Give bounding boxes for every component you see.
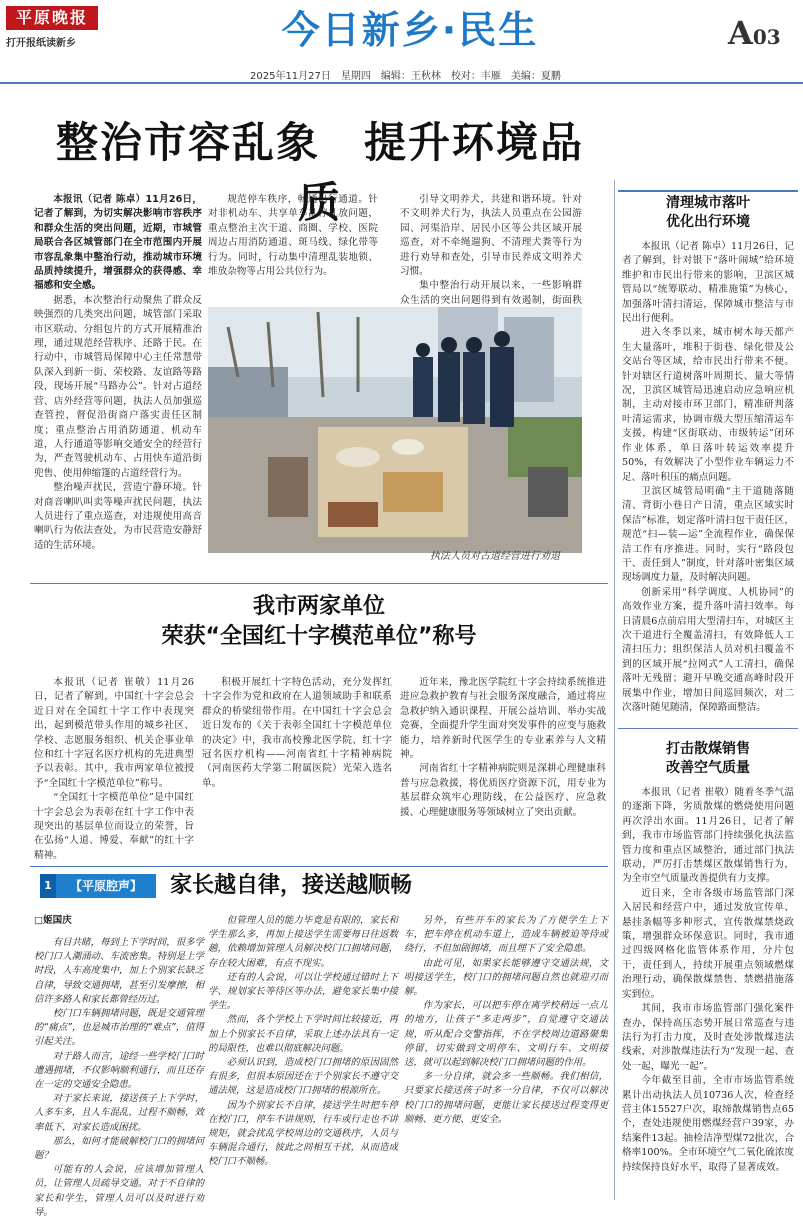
main-para-6: 集中整治行动开展以来，一些影响群众生活的突出问题得到有效遏制，街面秩 bbox=[400, 280, 582, 306]
red-cross-rule bbox=[30, 583, 608, 584]
column-rule bbox=[30, 866, 608, 867]
sidebar-bottom-rule bbox=[618, 728, 798, 729]
column-para-3: 对于路人而言，途经一些学校门口时遭遇拥堵，不仅影响顺利通行，而且还存在一定的交通安全隐患。 bbox=[34, 1050, 204, 1091]
main-para-1 bbox=[34, 193, 202, 294]
column-para-13: 由此可见，如果家长能够遵守交通法规，文明接送学生，校门口的拥堵问题自然也就迎刃而解。 bbox=[404, 957, 608, 998]
sidebar-bottom-title-1: 打击散煤销售 bbox=[666, 741, 750, 757]
column-para-10: 必须认识到，造成校门口拥堵的原因固然有很多，但很本原因还在于个别家长不遵守交通法规，这是造成校门口拥堵的根源所在。 bbox=[208, 1057, 398, 1097]
logo-slogan: 打开报纸读新乡 bbox=[6, 38, 76, 49]
sidebar-bottom-headline bbox=[618, 740, 798, 778]
column-para-5: 那么，如何才能破解校门口的拥堵问题？ bbox=[34, 1135, 204, 1162]
photo-caption: 执法人员对占道经营进行劝退 bbox=[430, 551, 560, 562]
column-headline: 家长越自律，接送越顺畅 bbox=[170, 873, 413, 898]
red-cross-para-5: 河南省红十字精神病院则是深耕心理健康科普与应急救援，将优质医疗资源下沉，用专业为基层群众筑牢心理防线，在公益医疗、应急救援、心理健康服务等领域树立了突出贡献。 bbox=[400, 763, 606, 818]
column-para-15: 多一分自律，就会多一些顺畅。我们相信，只要家长接送孩子时多一分自律，不仅可以解决校门口的拥堵问题，更能让家长接送过程变得更顺畅、更方便、更安全。 bbox=[404, 1071, 608, 1125]
column-para-8: 还有的人会说，可以让学校通过错时上下学、规划家长等待区等办法，避免家长集中接学生。 bbox=[208, 971, 398, 1012]
column-para-4: 对于家长来说，接送孩子上下学时，人多车多，且人车混乱，过程不顺畅，效率低下，对家长造成困扰。 bbox=[34, 1093, 204, 1133]
column-para-6: 可能有的人会说，应该增加管理人员，让管理人员疏导交通。对于不自律的家长和学生，管理人员可以及时进行劝导。 bbox=[34, 1164, 204, 1218]
sidebar-top-title-1: 清理城市落叶 bbox=[666, 195, 750, 211]
column-col-1 bbox=[34, 936, 204, 1218]
sidebar-top-text bbox=[622, 240, 794, 713]
red-cross-para-1: 本报讯（记者 崔敬）11月26日，记者了解到，中国红十字会总会近日对在全国红十字工作中表现突出，起到模范带头作用的城乡社区、学校、志愿服务组织、机关企事业单位和红十字冠名医疗机构的先进典型予以表彰。其中，我市两家单位被授予“全国红十字模范单位”称号。 bbox=[34, 677, 194, 789]
column-byline: □姬国庆 bbox=[34, 915, 72, 926]
sidebar-top-para-4: 创新采用“科学调度、人机协同”的高效作业方案，提升落叶清扫效率。每日清晨6点前启用大型清扫车，对城区主次干道进行全覆盖清扫，有效降低人工清扫压力；组织保洁人员对机扫覆盖不到的区域开展“拉网式”人工清扫，确保落叶无残留；避开早晚交通高峰时段开展集中作业，增加日间巡回频次，对二次落叶随见随清，保障路面整洁。 bbox=[622, 586, 794, 713]
main-article-col-3 bbox=[400, 193, 582, 305]
main-para-4: 规范停车秩序，畅通出行通道。针对非机动车、共享单车乱停乱放问题，重点整治主次干道、商圈、学校、医院周边占用消防通道、斑马线、绿化带等行为。同时，行动集中清理乱装地锁、堆放杂物等占用公共位行为。 bbox=[208, 194, 378, 278]
sidebar-top-para-2: 进入冬季以来，城市树木每天都产生大量落叶，堆积于街巷、绿化带及公交站台等区域，给市民出行带来不便。针对辖区行道树落叶周期长、量大等情况，卫滨区城管局迅速启动应急响应机制，主动对接市环卫部门，精准研判落叶清运需求，协调市级大型压缩清运车支援，构建“区街联动、市级转运”闭环作业体系，单日落叶转运效率提升50%，有效解决了小型作业车辆运力不足、落叶积压的痛点问题。 bbox=[622, 327, 794, 483]
column-para-12: 另外，有些开车的家长为了方便学生上下车，把车停在机动车道上，造成车辆被迫等待或绕行，不但加剧拥堵，而且埋下了安全隐患。 bbox=[404, 915, 608, 955]
section-masthead: 今日新乡·民生 bbox=[281, 8, 539, 52]
sidebar-top-para-3: 卫滨区城管局明确“主干道随落随清、背街小巷日产日清，重点区域实时保洁”标准，划定落叶清扫包干责任区，规范“扫—装—运”全流程作业，确保保洁工作有序推进。同时，实行“路段包干、责任到人”制度，针对落叶密集区域现场调度力量，及时解决问题。 bbox=[622, 485, 794, 584]
header-rule bbox=[0, 82, 803, 84]
column-tag-icon: 1 bbox=[40, 874, 56, 898]
main-para-2: 据悉，本次整治行动聚焦了群众反映强烈的几类突出问题，城管部门采取市区联动、分组包片的方式开展精准治理，通过规范经营秩序、还路于民。在行动中，市城管局保障中心主任常慧带队深入到新一街、荣校路、友谊路等路段，现场开展“马路办公”。针对占道经营、店外经营等问题，执法人员加强巡查管控，督促沿街商户落实责任区制度；重点整治占用消防通道、机动车道，人行通道等影响交通安全的经营行为，严查驾驶机动车、占用快车道沿街兜售、使用伸缩篷的占道经营行为。 bbox=[34, 294, 202, 479]
newspaper-logo: 平原晚报 bbox=[6, 6, 98, 30]
red-cross-col-1 bbox=[34, 676, 194, 861]
red-cross-para-3: 积极开展红十字特色活动，充分发挥红十字会作为党和政府在人道领域助手和联系群众的桥梁纽带作用。在中国红十字会总会近日发布的《关于表彰全国红十字模范单位的决定》中，我市高校豫北医学院、红十字冠名医疗机构——河南省红十字精神病院（河南医药大学第二附属医院）光荣入选名单。 bbox=[202, 677, 392, 789]
dateline: 2025年11月27日 星期四 编辑：王秋林 校对：丰雁 美编：夏鹏 bbox=[250, 71, 561, 82]
column-para-1: 有目共睹，每到上下学时间，很多学校门口人潮涌动、车流密集。特别是上学时段，人车高度集中，加上个别家长缺乏自律，导致交通拥堵，甚至引发摩擦，相信许多路人和家长都曾经历过。 bbox=[34, 937, 204, 1005]
sidebar-divider bbox=[614, 180, 615, 1200]
red-cross-para-2: “全国红十字模范单位”是中国红十字会总会为表彰在红十字工作中表现突出的基层单位而设立的荣誉，旨在弘扬“人道、博爱、奉献”的红十字精神。 bbox=[34, 792, 194, 861]
sidebar-bottom-text bbox=[622, 786, 794, 1194]
photo-illustration bbox=[208, 307, 582, 553]
red-cross-headline bbox=[30, 592, 608, 652]
column-col-2 bbox=[208, 914, 398, 1196]
page-letter: A bbox=[728, 14, 753, 52]
sidebar-bottom-title-2: 改善空气质量 bbox=[666, 760, 750, 776]
column-para-9: 然而，各个学校上下学时间比较接近，再加上个别家长不自律，采取上述办法具有一定的局限性，也难以彻底解决问题。 bbox=[208, 1014, 398, 1054]
enforcement-photo bbox=[208, 307, 582, 553]
main-article-col-1 bbox=[34, 193, 202, 573]
column-para-14: 作为家长，可以把车停在离学校稍远一点儿的地方，让孩子“多走两步”，自觉遵守交通法规，听从配合交警指挥，不在学校周边道路聚集停留，切实做到文明停车、文明行车、文明接送，就可以起到解决校门口拥堵问题的作用。 bbox=[404, 1000, 608, 1069]
red-cross-para-4: 近年来，豫北医学院红十字会持续系统推进进应急救护教育与社会服务深度融合，通过将应急救护纳入通识课程、开展公益培训、举办实战竞赛，全面提升学生面对突发事件的应变与施救能力，培养新时代医学生的专业素养与人文精神。 bbox=[400, 677, 606, 761]
column-para-11: 因为个别家长不自律，接送学生时把车停在校门口，停车不讲规则，行车或行走也不讲规矩，就会扰乱学校周边的交通秩序，人员与车辆混合通行，彼此之间相互干扰，从而造成校门口不顺畅。 bbox=[208, 1099, 398, 1168]
page-number bbox=[728, 14, 781, 52]
sidebar-bottom-para-2: 近日来，全市各级市场监管部门深入居民和经营户中，通过发放宣传单、悬挂条幅等多种形式，宣传散煤禁烧政策，增强群众环保意识。同时，我市通过四级网格化监管体系作用，分片包干，责任到人，持续开展重点领域燃煤治理行动，确保散煤禁售、禁燃措施落实到位。 bbox=[622, 887, 794, 1000]
red-cross-col-3 bbox=[400, 676, 606, 858]
sidebar-top-para-1: 本报讯（记者 陈卓）11月26日，记者了解到，针对银下“落叶闹城”给环境维护和市民出行带来的影响，卫滨区城管局以“统筹联动、精准施策”为核心，加强落叶清扫清运，保障城市整洁与市民出行便利。 bbox=[622, 241, 794, 325]
red-cross-title-2: 荣获“全国红十字模范单位”称号 bbox=[161, 624, 477, 649]
red-cross-col-2 bbox=[202, 676, 392, 858]
main-headline: 整治市容乱象 提升环境品质 bbox=[55, 118, 584, 227]
sidebar-bottom-para-4: 今年截至目前，全市市场监管系统累计出动执法人员10736人次，检查经营主体15527户次，取缔散煤销售点65个，查处违规使用燃煤经营户39家，办结案件13起。抽检洁净型煤72批次，合格率100%。全市环境空气二氧化硫浓度持续保持良好水平，取得了显著成效。 bbox=[622, 1075, 794, 1173]
sidebar-top-rule bbox=[618, 190, 798, 192]
sidebar-top-headline bbox=[618, 194, 798, 232]
page-digits: 03 bbox=[752, 25, 781, 49]
column-tag: 【平原腔声】 bbox=[56, 874, 156, 898]
column-para-2: 校门口车辆拥堵问题，既是交通管理的“痛点”，也是城市治理的“难点”，值得引起关注。 bbox=[34, 1008, 204, 1048]
main-article-col-2 bbox=[208, 193, 378, 305]
sidebar-bottom-para-3: 其间，我市市场监管部门强化案件查办，保持高压态势开展日常巡查与违法行为打击力度，及时查处涉散煤违法线索，对涉散煤违法行为“发现一起、查处一起，曝光一起”。 bbox=[622, 1003, 794, 1072]
red-cross-title-1: 我市两家单位 bbox=[252, 594, 385, 619]
main-para-3: 整治噪声扰民，营造宁静环境。针对商音喇叭叫卖等噪声扰民问题，执法人员进行了重点巡查，对违规使用高音喇叭行为依法查处，为市民营造安静舒适的生活环境。 bbox=[34, 482, 202, 551]
main-para-5: 引导文明养犬，共建和谐环境。针对不文明养犬行为，执法人员重点在公园游园、河渠沿岸、居民小区等公共区域开展巡查，对不牵绳遛狗、不清理犬粪等行为进行劝导和查处，引导市民养成文明养犬习惯。 bbox=[400, 194, 582, 278]
column-col-3 bbox=[404, 914, 608, 1196]
main-para-1-text: 本报讯（记者 陈卓）11月26日，记者了解到，为切实解决影响市容秩序和群众生活的突出问题，近期，市城管局联合各区城管部门在全市范围内开展市容乱象集中整治行动，推动城市环境品质持续提升，增强群众的获得感、幸福感和安全感。 bbox=[34, 194, 202, 292]
sidebar-bottom-para-1: 本报讯（记者 崔敬）随着冬季气温的逐渐下降，劣质散煤的燃烧使用问题再次浮出水面。11月26日，记者了解到，我市市场监管部门持续强化执法监管力度和重点区域整治，通过部门执法联动，严厉打击禁煤区散煤销售行为，为全市空气质量改善提供有力支撑。 bbox=[622, 787, 794, 885]
column-para-7: 但管理人员的能力毕竟是有限的，家长和学生那么多，再加上接送学生需要每日往返数趟，依赖增加管理人员解决校门口拥堵问题，存在较大困难，有点不现实。 bbox=[208, 915, 398, 969]
sidebar-top-title-2: 优化出行环境 bbox=[666, 214, 750, 230]
